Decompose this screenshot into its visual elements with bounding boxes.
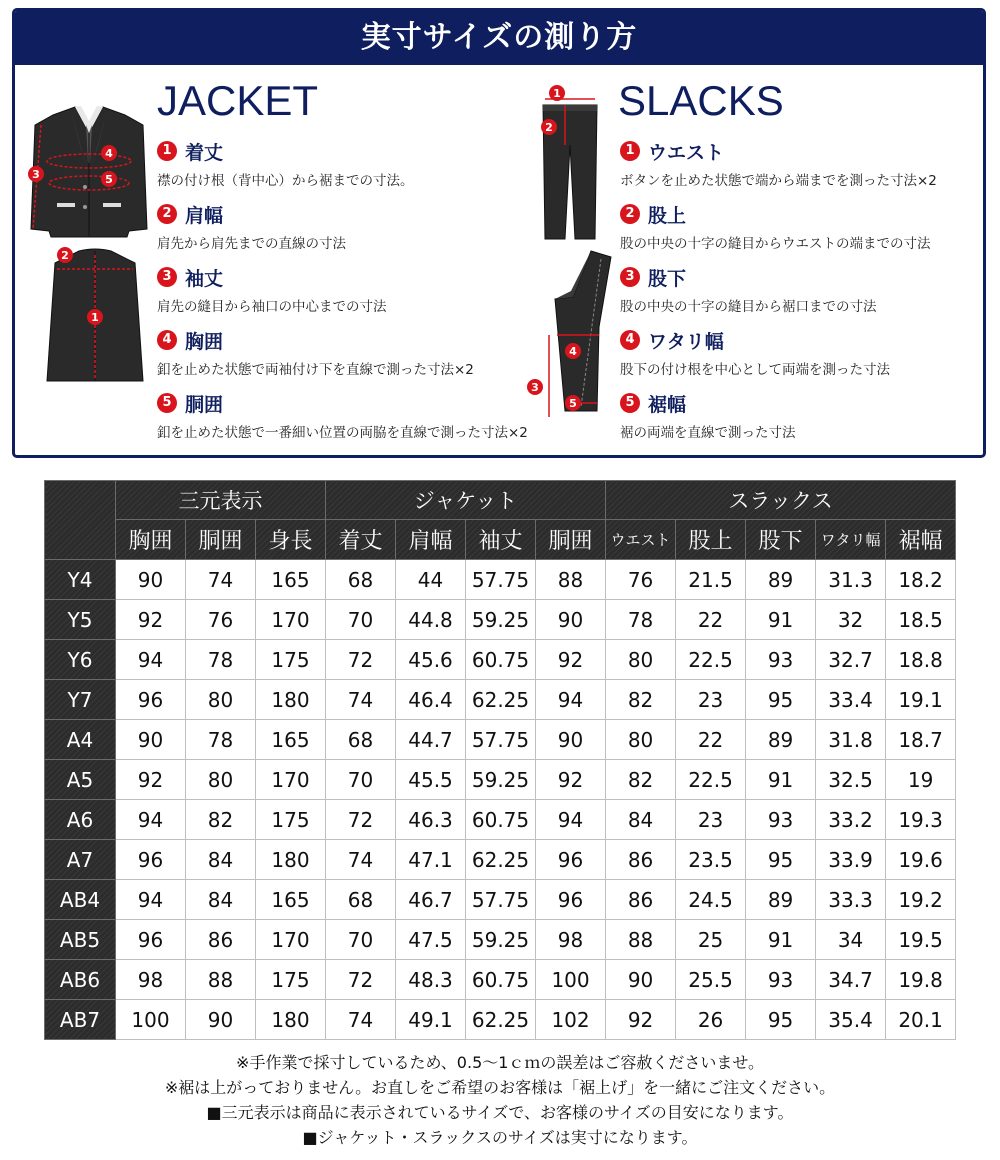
jacket-item-3 bbox=[157, 265, 387, 315]
group-header: ジャケット bbox=[326, 481, 606, 520]
table-cell: 90 bbox=[606, 960, 676, 1000]
slacks-title: SLACKS bbox=[618, 77, 784, 124]
table-cell: 57.75 bbox=[466, 880, 536, 920]
table-cell: 92 bbox=[606, 1000, 676, 1040]
column-header: 着丈 bbox=[326, 520, 396, 560]
table-cell: 44.7 bbox=[396, 720, 466, 760]
table-cell: 175 bbox=[256, 800, 326, 840]
table-cell: 72 bbox=[326, 960, 396, 1000]
row-size-label: A6 bbox=[45, 800, 116, 840]
table-cell: 95 bbox=[746, 680, 816, 720]
table-cell: 102 bbox=[536, 1000, 606, 1040]
table-cell: 100 bbox=[116, 1000, 186, 1040]
table-cell: 19.2 bbox=[886, 880, 956, 920]
table-cell: 180 bbox=[256, 1000, 326, 1040]
table-cell: 82 bbox=[606, 680, 676, 720]
table-cell: 59.25 bbox=[466, 760, 536, 800]
table-cell: 175 bbox=[256, 960, 326, 1000]
table-cell: 25 bbox=[676, 920, 746, 960]
table-cell: 44.8 bbox=[396, 600, 466, 640]
table-cell: 84 bbox=[606, 800, 676, 840]
svg-text:3: 3 bbox=[32, 168, 40, 181]
table-cell: 59.25 bbox=[466, 600, 536, 640]
svg-text:5: 5 bbox=[569, 397, 577, 410]
jacket-item-4 bbox=[157, 328, 474, 378]
table-cell: 26 bbox=[676, 1000, 746, 1040]
item-name: 裾幅 bbox=[648, 393, 687, 416]
marker-icon: 4 bbox=[620, 330, 640, 350]
item-name: 胴囲 bbox=[185, 393, 224, 416]
table-cell: 18.7 bbox=[886, 720, 956, 760]
table-cell: 94 bbox=[536, 680, 606, 720]
svg-text:5: 5 bbox=[105, 173, 113, 186]
item-name: ウエスト bbox=[648, 141, 725, 164]
table-cell: 89 bbox=[746, 560, 816, 600]
note: ■三元表示は商品に表示されているサイズで、お客様のサイズの目安になります。 bbox=[206, 1103, 794, 1122]
table-cell: 22 bbox=[676, 600, 746, 640]
table-cell: 170 bbox=[256, 920, 326, 960]
row-size-label: A4 bbox=[45, 720, 116, 760]
table-row bbox=[45, 800, 956, 840]
table-cell: 23.5 bbox=[676, 840, 746, 880]
table-cell: 68 bbox=[326, 720, 396, 760]
svg-text:3: 3 bbox=[531, 381, 539, 394]
table-cell: 33.3 bbox=[816, 880, 886, 920]
table-cell: 78 bbox=[186, 720, 256, 760]
item-desc: 肩先から肩先までの直線の寸法 bbox=[157, 236, 346, 252]
table-cell: 98 bbox=[536, 920, 606, 960]
table-cell: 33.9 bbox=[816, 840, 886, 880]
table-cell: 90 bbox=[536, 720, 606, 760]
row-size-label: A7 bbox=[45, 840, 116, 880]
table-cell: 34 bbox=[816, 920, 886, 960]
column-header: ウエスト bbox=[606, 520, 676, 560]
marker-icon: 1 bbox=[157, 141, 177, 161]
column-header: 胴囲 bbox=[536, 520, 606, 560]
table-cell: 78 bbox=[186, 640, 256, 680]
note: ※手作業で採寸しているため、0.5～1ｃｍの誤差はご容赦くださいませ。 bbox=[236, 1053, 764, 1072]
size-table bbox=[44, 480, 956, 1040]
table-row bbox=[45, 840, 956, 880]
table-cell: 22 bbox=[676, 720, 746, 760]
table-cell: 96 bbox=[116, 680, 186, 720]
table-cell: 72 bbox=[326, 800, 396, 840]
table-cell: 22.5 bbox=[676, 640, 746, 680]
table-cell: 165 bbox=[256, 880, 326, 920]
table-cell: 62.25 bbox=[466, 840, 536, 880]
table-cell: 33.4 bbox=[816, 680, 886, 720]
table-cell: 60.75 bbox=[466, 800, 536, 840]
table-cell: 19 bbox=[886, 760, 956, 800]
table-row bbox=[45, 920, 956, 960]
table-cell: 93 bbox=[746, 640, 816, 680]
table-cell: 68 bbox=[326, 880, 396, 920]
notes bbox=[0, 1050, 1000, 1150]
jacket-title: JACKET bbox=[157, 77, 319, 124]
table-cell: 57.75 bbox=[466, 560, 536, 600]
jacket-item-5 bbox=[157, 391, 528, 441]
table-row bbox=[45, 680, 956, 720]
table-cell: 92 bbox=[536, 760, 606, 800]
slacks-front-figure bbox=[531, 83, 611, 243]
table-cell: 80 bbox=[186, 680, 256, 720]
table-cell: 91 bbox=[746, 760, 816, 800]
table-cell: 62.25 bbox=[466, 680, 536, 720]
table-cell: 78 bbox=[606, 600, 676, 640]
table-cell: 19.5 bbox=[886, 920, 956, 960]
table-cell: 90 bbox=[186, 1000, 256, 1040]
table-cell: 88 bbox=[606, 920, 676, 960]
table-row bbox=[45, 880, 956, 920]
jacket-item-2 bbox=[157, 202, 346, 252]
item-desc: ボタンを止めた状態で端から端までを測った寸法×2 bbox=[620, 173, 937, 189]
note: ■ジャケット・スラックスのサイズは実寸になります。 bbox=[302, 1128, 698, 1147]
table-cell: 84 bbox=[186, 840, 256, 880]
table-cell: 74 bbox=[326, 1000, 396, 1040]
table-cell: 21.5 bbox=[676, 560, 746, 600]
table-cell: 88 bbox=[186, 960, 256, 1000]
table-cell: 59.25 bbox=[466, 920, 536, 960]
table-cell: 90 bbox=[116, 720, 186, 760]
table-cell: 80 bbox=[186, 760, 256, 800]
table-cell: 45.6 bbox=[396, 640, 466, 680]
table-body bbox=[45, 560, 956, 1040]
row-size-label: Y4 bbox=[45, 560, 116, 600]
table-cell: 23 bbox=[676, 800, 746, 840]
table-cell: 74 bbox=[186, 560, 256, 600]
table-cell: 46.3 bbox=[396, 800, 466, 840]
table-cell: 96 bbox=[116, 840, 186, 880]
svg-text:4: 4 bbox=[105, 147, 113, 160]
table-row bbox=[45, 1000, 956, 1040]
item-desc: 釦を止めた状態で一番細い位置の両脇を直線で測った寸法×2 bbox=[157, 425, 528, 441]
table-row bbox=[45, 640, 956, 680]
measurement-guide bbox=[12, 8, 986, 458]
table-cell: 86 bbox=[186, 920, 256, 960]
table-cell: 93 bbox=[746, 960, 816, 1000]
table-cell: 57.75 bbox=[466, 720, 536, 760]
table-cell: 96 bbox=[536, 840, 606, 880]
table-cell: 91 bbox=[746, 600, 816, 640]
table-cell: 48.3 bbox=[396, 960, 466, 1000]
table-cell: 45.5 bbox=[396, 760, 466, 800]
table-cell: 18.2 bbox=[886, 560, 956, 600]
table-cell: 60.75 bbox=[466, 640, 536, 680]
item-desc: 釦を止めた状態で両袖付け下を直線で測った寸法×2 bbox=[157, 362, 474, 378]
group-header: スラックス bbox=[606, 481, 956, 520]
table-cell: 90 bbox=[116, 560, 186, 600]
table-cell: 80 bbox=[606, 640, 676, 680]
column-header: 股下 bbox=[746, 520, 816, 560]
table-cell: 31.3 bbox=[816, 560, 886, 600]
table-cell: 23 bbox=[676, 680, 746, 720]
table-cell: 82 bbox=[606, 760, 676, 800]
table-cell: 19.6 bbox=[886, 840, 956, 880]
row-size-label: AB7 bbox=[45, 1000, 116, 1040]
column-header: 裾幅 bbox=[886, 520, 956, 560]
item-name: 肩幅 bbox=[185, 204, 224, 227]
table-cell: 47.5 bbox=[396, 920, 466, 960]
table-cell: 72 bbox=[326, 640, 396, 680]
table-cell: 86 bbox=[606, 880, 676, 920]
column-header: 肩幅 bbox=[396, 520, 466, 560]
table-cell: 74 bbox=[326, 840, 396, 880]
jacket-item-1 bbox=[157, 139, 414, 189]
svg-text:2: 2 bbox=[61, 249, 69, 262]
table-cell: 22.5 bbox=[676, 760, 746, 800]
table-cell: 94 bbox=[116, 800, 186, 840]
row-size-label: Y6 bbox=[45, 640, 116, 680]
table-cell: 33.2 bbox=[816, 800, 886, 840]
table-cell: 60.75 bbox=[466, 960, 536, 1000]
svg-text:4: 4 bbox=[569, 345, 577, 358]
table-cell: 90 bbox=[536, 600, 606, 640]
table-row bbox=[45, 720, 956, 760]
marker-icon: 2 bbox=[620, 204, 640, 224]
column-header: 身長 bbox=[256, 520, 326, 560]
table-cell: 95 bbox=[746, 840, 816, 880]
group-header: 三元表示 bbox=[116, 481, 326, 520]
column-header: ワタリ幅 bbox=[816, 520, 886, 560]
table-row bbox=[45, 560, 956, 600]
table-cell: 86 bbox=[606, 840, 676, 880]
guide-title: 実寸サイズの測り方 bbox=[15, 11, 983, 65]
slacks-item-3 bbox=[620, 265, 877, 315]
table-cell: 92 bbox=[116, 600, 186, 640]
table-cell: 180 bbox=[256, 680, 326, 720]
item-name: ワタリ幅 bbox=[648, 330, 724, 353]
table-cell: 94 bbox=[116, 640, 186, 680]
svg-text:2: 2 bbox=[545, 121, 553, 134]
row-size-label: AB5 bbox=[45, 920, 116, 960]
marker-icon: 3 bbox=[157, 267, 177, 287]
item-desc: 股下の付け根を中心として両端を測った寸法 bbox=[620, 362, 890, 378]
slacks-item-5 bbox=[620, 391, 796, 441]
row-size-label: AB6 bbox=[45, 960, 116, 1000]
table-cell: 84 bbox=[186, 880, 256, 920]
row-size-label: Y5 bbox=[45, 600, 116, 640]
table-cell: 170 bbox=[256, 600, 326, 640]
table-cell: 89 bbox=[746, 880, 816, 920]
corner-cell bbox=[45, 481, 116, 560]
item-name: 袖丈 bbox=[185, 267, 224, 290]
column-header: 胴囲 bbox=[186, 520, 256, 560]
note: ※裾は上がっておりません。お直しをご希望のお客様は「裾上げ」を一緒にご注文ください。 bbox=[164, 1078, 836, 1097]
table-cell: 19.3 bbox=[886, 800, 956, 840]
table-cell: 80 bbox=[606, 720, 676, 760]
table-cell: 70 bbox=[326, 920, 396, 960]
jacket-marker-3 bbox=[25, 163, 47, 185]
table-cell: 31.8 bbox=[816, 720, 886, 760]
slacks-item-4 bbox=[620, 328, 890, 378]
marker-icon: 5 bbox=[620, 393, 640, 413]
table-row bbox=[45, 960, 956, 1000]
table-cell: 68 bbox=[326, 560, 396, 600]
svg-text:1: 1 bbox=[91, 311, 99, 324]
table-cell: 165 bbox=[256, 720, 326, 760]
table-cell: 44 bbox=[396, 560, 466, 600]
table-cell: 76 bbox=[606, 560, 676, 600]
item-desc: 襟の付け根（背中心）から裾までの寸法。 bbox=[157, 173, 414, 189]
slacks-side-figure bbox=[515, 247, 625, 427]
table-cell: 20.1 bbox=[886, 1000, 956, 1040]
item-name: 股上 bbox=[648, 204, 687, 227]
table-cell: 76 bbox=[186, 600, 256, 640]
table-cell: 49.1 bbox=[396, 1000, 466, 1040]
marker-icon: 3 bbox=[620, 267, 640, 287]
item-desc: 肩先の縫目から袖口の中心までの寸法 bbox=[157, 299, 387, 315]
row-size-label: Y7 bbox=[45, 680, 116, 720]
table-cell: 34.7 bbox=[816, 960, 886, 1000]
table-cell: 96 bbox=[116, 920, 186, 960]
table-cell: 70 bbox=[326, 600, 396, 640]
table-cell: 92 bbox=[116, 760, 186, 800]
table-cell: 95 bbox=[746, 1000, 816, 1040]
table-cell: 18.5 bbox=[886, 600, 956, 640]
marker-icon: 4 bbox=[157, 330, 177, 350]
item-desc: 股の中央の十字の縫目からウエストの端までの寸法 bbox=[620, 236, 931, 252]
marker-icon: 5 bbox=[157, 393, 177, 413]
item-desc: 裾の両端を直線で測った寸法 bbox=[620, 425, 796, 441]
table-cell: 175 bbox=[256, 640, 326, 680]
table-cell: 62.25 bbox=[466, 1000, 536, 1040]
table-cell: 165 bbox=[256, 560, 326, 600]
table-cell: 92 bbox=[536, 640, 606, 680]
item-name: 着丈 bbox=[185, 141, 224, 164]
table-cell: 24.5 bbox=[676, 880, 746, 920]
table-cell: 32.5 bbox=[816, 760, 886, 800]
item-name: 股下 bbox=[648, 267, 687, 290]
table-cell: 82 bbox=[186, 800, 256, 840]
table-cell: 93 bbox=[746, 800, 816, 840]
table-cell: 46.7 bbox=[396, 880, 466, 920]
table-cell: 96 bbox=[536, 880, 606, 920]
svg-text:1: 1 bbox=[553, 87, 561, 100]
table-cell: 88 bbox=[536, 560, 606, 600]
table-cell: 94 bbox=[536, 800, 606, 840]
table-row bbox=[45, 760, 956, 800]
slacks-item-1 bbox=[620, 139, 937, 189]
table-cell: 19.8 bbox=[886, 960, 956, 1000]
table-cell: 170 bbox=[256, 760, 326, 800]
table-cell: 19.1 bbox=[886, 680, 956, 720]
item-desc: 股の中央の十字の縫目から裾口までの寸法 bbox=[620, 299, 877, 315]
table-cell: 91 bbox=[746, 920, 816, 960]
table-cell: 25.5 bbox=[676, 960, 746, 1000]
table-row bbox=[45, 600, 956, 640]
row-size-label: AB4 bbox=[45, 880, 116, 920]
table-cell: 47.1 bbox=[396, 840, 466, 880]
slacks-item-2 bbox=[620, 202, 931, 252]
marker-icon: 2 bbox=[157, 204, 177, 224]
table-cell: 89 bbox=[746, 720, 816, 760]
table-cell: 46.4 bbox=[396, 680, 466, 720]
table-cell: 98 bbox=[116, 960, 186, 1000]
table-cell: 74 bbox=[326, 680, 396, 720]
jacket-back-figure bbox=[43, 243, 147, 391]
column-header: 袖丈 bbox=[466, 520, 536, 560]
table-cell: 94 bbox=[116, 880, 186, 920]
table-cell: 70 bbox=[326, 760, 396, 800]
item-name: 胸囲 bbox=[185, 330, 224, 353]
table-cell: 100 bbox=[536, 960, 606, 1000]
table-cell: 18.8 bbox=[886, 640, 956, 680]
table-cell: 32 bbox=[816, 600, 886, 640]
table-cell: 180 bbox=[256, 840, 326, 880]
marker-icon: 1 bbox=[620, 141, 640, 161]
column-header: 股上 bbox=[676, 520, 746, 560]
table-cell: 32.7 bbox=[816, 640, 886, 680]
column-header: 胸囲 bbox=[116, 520, 186, 560]
table-cell: 35.4 bbox=[816, 1000, 886, 1040]
row-size-label: A5 bbox=[45, 760, 116, 800]
